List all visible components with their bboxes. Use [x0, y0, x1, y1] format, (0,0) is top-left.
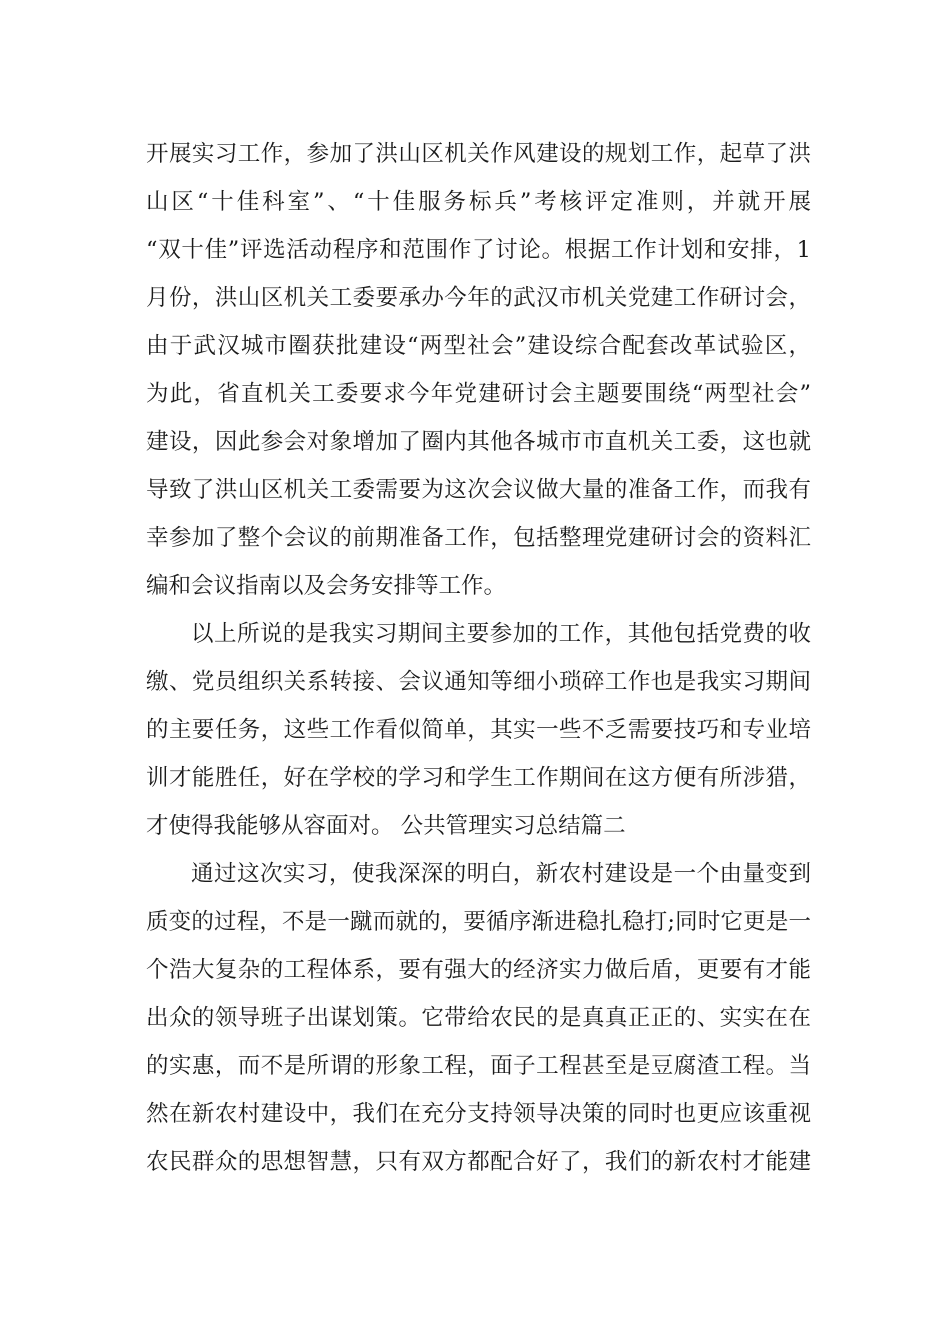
paragraph-3-line-6: 然在新农村建设中，我们在充分支持领导决策的同时也更应该重视	[146, 1101, 811, 1127]
paragraph-3-line-4: 出众的领导班子出谋划策。它带给农民的是真真正正的、实实在在	[146, 1005, 811, 1031]
paragraph-3-line-2: 质变的过程，不是一蹴而就的，要循序渐进稳扎稳打;同时它更是一	[146, 909, 811, 935]
paragraph-2-line-4: 训才能胜任，好在学校的学习和学生工作期间在这方便有所涉猎，	[146, 765, 811, 791]
paragraph-1-line-3: “双十佳”评选活动程序和范围作了讨论。根据工作计划和安排，1	[146, 237, 811, 263]
paragraph-2-line-5: 才使得我能够从容面对。 公共管理实习总结篇二	[146, 813, 626, 839]
paragraph-2-line-3: 的主要任务，这些工作看似简单，其实一些不乏需要技巧和专业培	[146, 717, 811, 743]
paragraph-1-line-6: 为此，省直机关工委要求今年党建研讨会主题要围绕“两型社会”	[146, 381, 811, 407]
paragraph-1-line-9: 幸参加了整个会议的前期准备工作，包括整理党建研讨会的资料汇	[146, 525, 811, 551]
paragraph-2-line-1: 以上所说的是我实习期间主要参加的工作，其他包括党费的收	[191, 621, 811, 647]
paragraph-1-line-5: 由于武汉城市圈获批建设“两型社会”建设综合配套改革试验区，	[146, 333, 811, 359]
paragraph-1-line-7: 建设，因此参会对象增加了圈内其他各城市市直机关工委，这也就	[146, 429, 811, 455]
paragraph-1-line-8: 导致了洪山区机关工委需要为这次会议做大量的准备工作，而我有	[146, 477, 811, 503]
paragraph-3-line-1: 通过这次实习，使我深深的明白，新农村建设是一个由量变到	[191, 861, 811, 887]
paragraph-3-line-7: 农民群众的思想智慧，只有双方都配合好了，我们的新农村才能建	[146, 1149, 811, 1175]
body-text	[146, 130, 811, 1186]
paragraph-3-line-3: 个浩大复杂的工程体系，要有强大的经济实力做后盾，更要有才能	[146, 957, 811, 983]
paragraph-2-line-2: 缴、党员组织关系转接、会议通知等细小琐碎工作也是我实习期间	[146, 669, 811, 695]
paragraph-1-line-4: 月份，洪山区机关工委要承办今年的武汉市机关党建工作研讨会，	[146, 285, 811, 311]
paragraph-1-line-1: 开展实习工作，参加了洪山区机关作风建设的规划工作，起草了洪	[146, 141, 811, 167]
paragraph-3-line-5: 的实惠，而不是所谓的形象工程，面子工程甚至是豆腐渣工程。当	[146, 1053, 811, 1079]
paragraph-1-line-2: 山区“十佳科室”、“十佳服务标兵”考核评定准则，并就开展	[146, 189, 811, 215]
paragraph-1-line-10: 编和会议指南以及会务安排等工作。	[146, 573, 507, 599]
